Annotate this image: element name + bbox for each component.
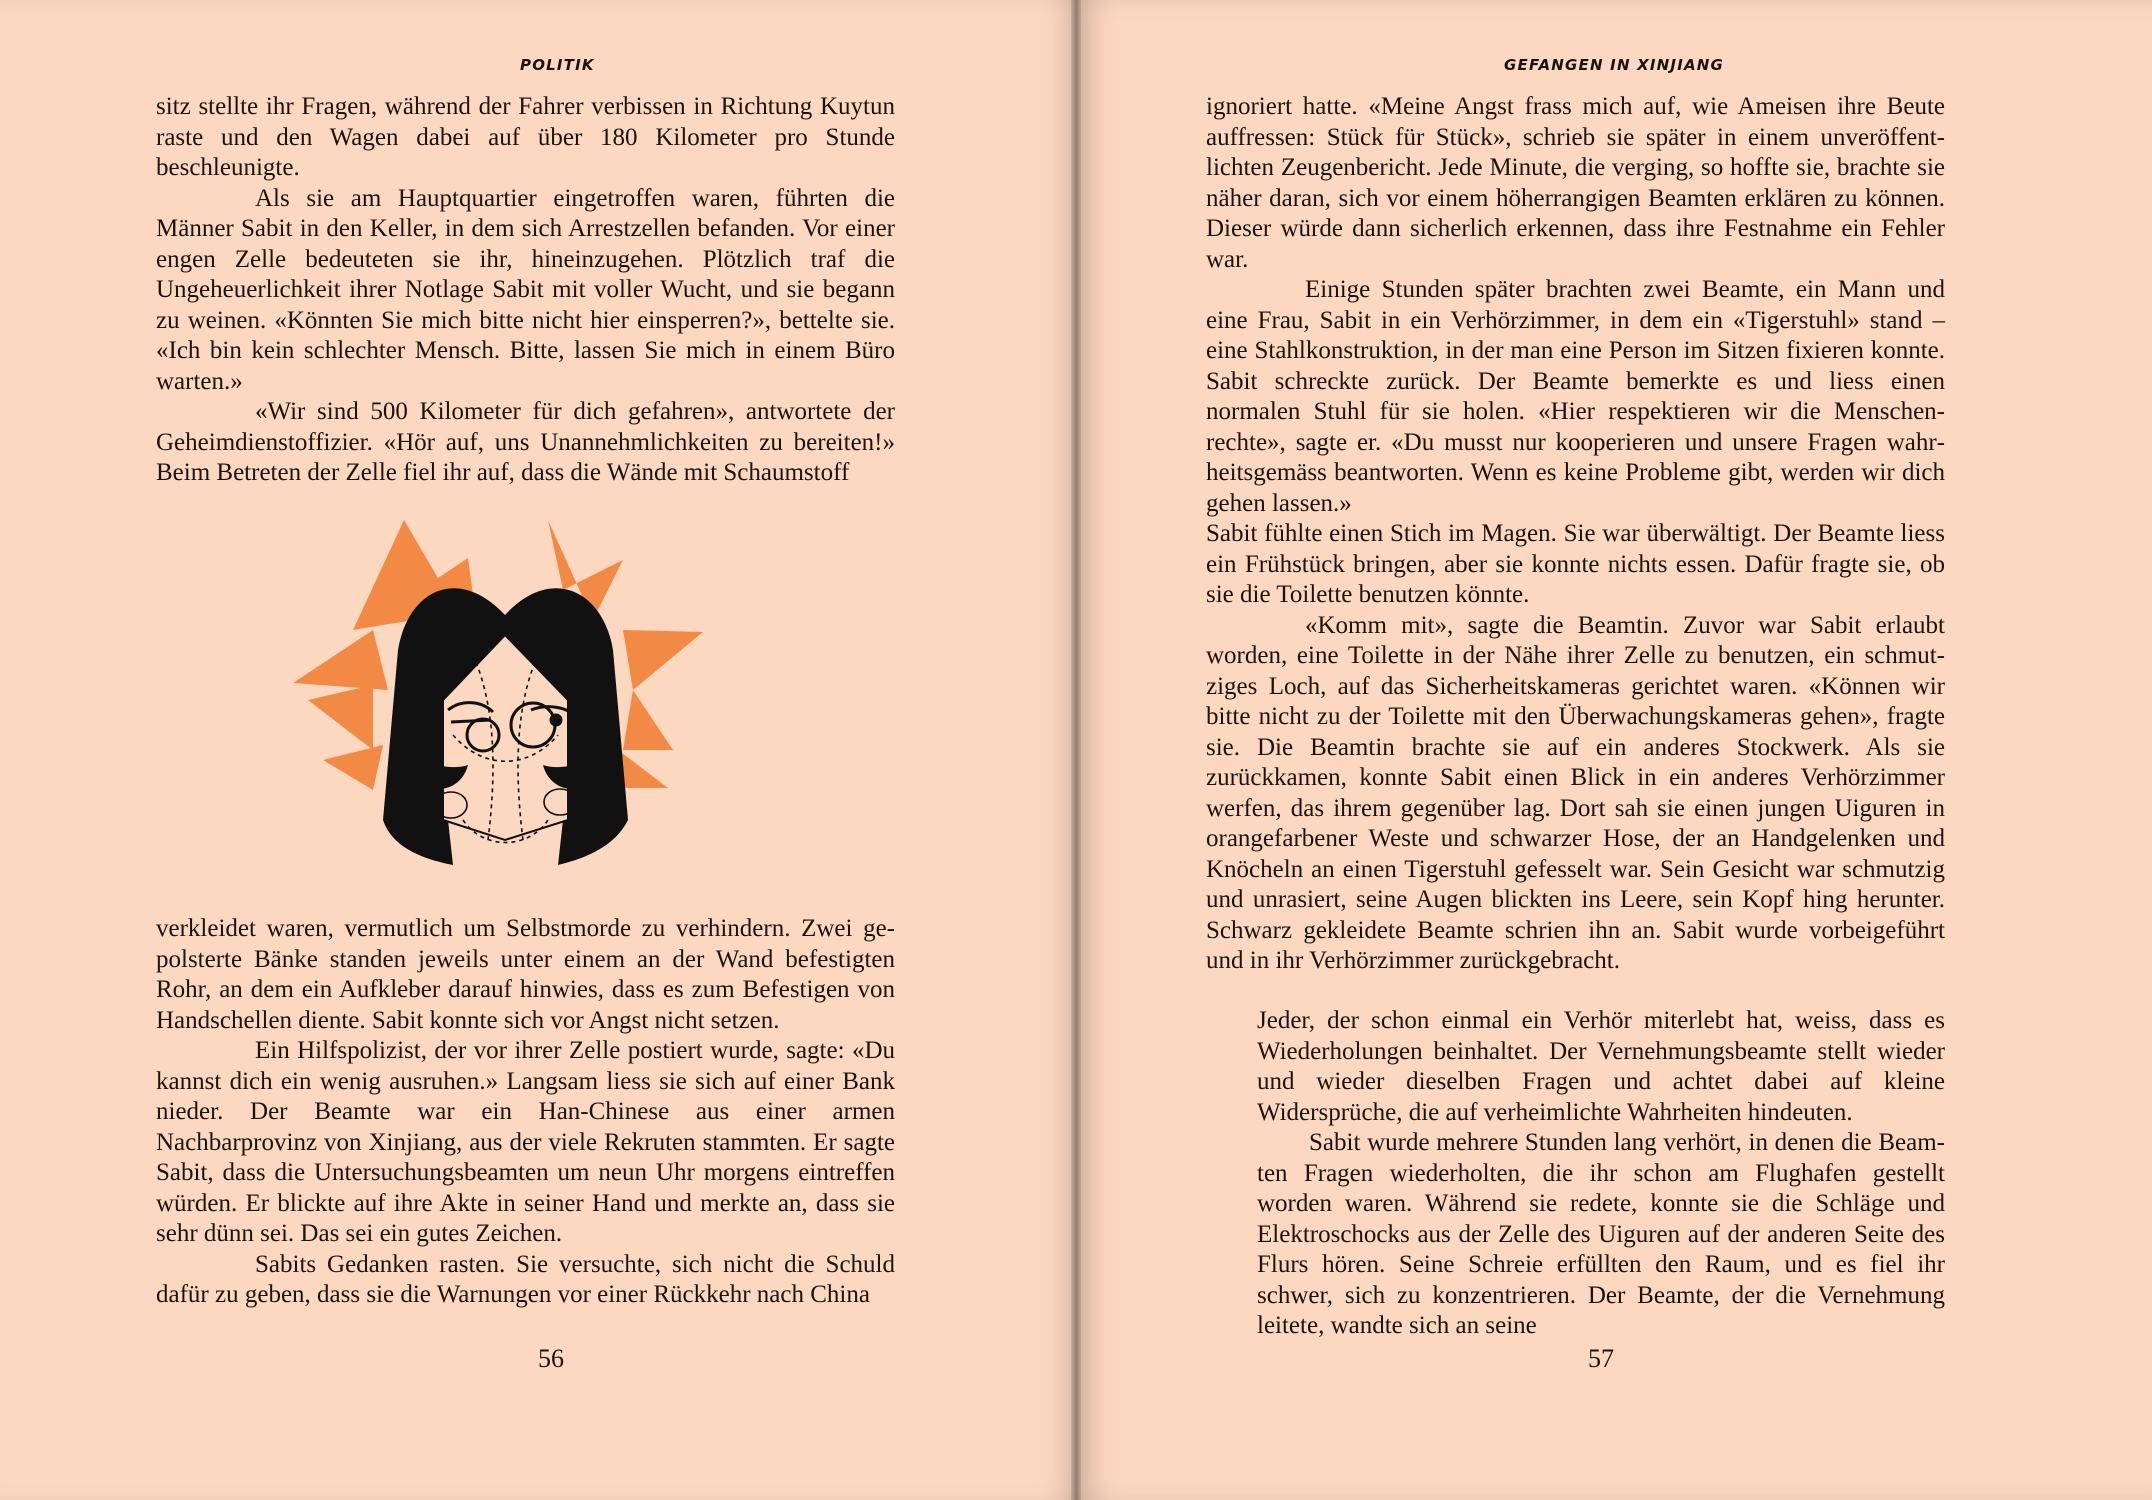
left-text-block-bottom bbox=[156, 914, 895, 1311]
running-header-right: GEFANGEN IN XINJIANG bbox=[1504, 56, 1725, 74]
paragraph: verkleidet waren, vermutlich um Selbstmorde zu verhindern. Zwei gepolsterte Bänke standen jeweils unter einem an der Wand befestigten Rohr, an dem ein Aufkleber darauf hinwies, dass es zum Befestigen von Handschellen diente. Sabit konnte sich vor Angst nicht setzen. bbox=[156, 915, 895, 1034]
paragraph: Jeder, der schon einmal ein Verhör miterlebt hat, weiss, dass es Wiederholungen beinhaltet. Der Vernehmungsbeamte stellt wieder und wieder dieselben Fragen und achtet dabei auf kleine Widersprüche, die auf verheimlichte Wahrheiten hindeuten. bbox=[1257, 1007, 1945, 1126]
page-number-left: 56 bbox=[538, 1344, 564, 1373]
paragraph: ignoriert hatte. «Meine Angst frass mich auf, wie Ameisen ihre Beute auffressen: Stück für Stück», schrieb sie später in einem unveröffentlichten Zeugenbericht. Jede Minute, die verging, so hoffte sie, brachte sie näher daran, sich vor einem höherrangigen Beamten erklären zu können. Dieser würde dann sicherlich erkennen, dass ihre Festnahme ein Fehler war. bbox=[1206, 93, 1945, 273]
book-gutter bbox=[1071, 0, 1081, 1500]
right-text-block-top bbox=[1206, 92, 1945, 977]
page-number-right: 57 bbox=[1588, 1344, 1614, 1373]
paragraph: «Komm mit», sagte die Beamtin. Zuvor war Sabit erlaubt worden, eine Toilette in der Nähe ihrer Zelle zu benutzen, ein schmutziges Loch, auf das Sicherheitskameras gerichtet waren. «Können wir bitte nicht zu der Toilette mit den Überwachungskameras gehen», fragte sie. Die Beamtin brachte sie auf ein anderes Stockwerk. Als sie zurückkamen, konnte Sabit einen Blick in ein anderes Verhörzimmer werfen, das ihrem gegenüber lag. Dort sah sie einen jungen Uiguren in orangefarbener Weste und schwarzer Hose, der an Handgelenken und Knöcheln an einen Tigerstuhl gefesselt war. Sein Gesicht war schmutzig und unrasiert, seine Augen blickten ins Leere, sein Kopf hing herunter. Schwarz gekleidete Beamte schrien ihn an. Sabit wurde vorbeigeführt und in ihr Verhörzimmer zurückgebracht. bbox=[1206, 611, 1945, 974]
paragraph: Als sie am Hauptquartier eingetroffen waren, führten die Männer Sabit in den Keller, in dem sich Arrestzellen befanden. Vor einer engen Zelle bedeuteten sie ihr, hineinzugehen. Plötzlich traf die Ungeheuerlichkeit ihrer Notlage Sabit mit voller Wucht, und sie begann zu weinen. «Könnten Sie mich bitte nicht hier einsperren?», bettelte sie. «Ich bin kein schlechter Mensch. Bitte, lassen Sie mich in einem Büro warten.» bbox=[156, 184, 895, 395]
paragraph: Ein Hilfspolizist, der vor ihrer Zelle postiert wurde, sagte: «Du kannst dich ein wenig ausruhen.» Langsam liess sie sich auf einer Bank nieder. Der Beamte war ein Han-Chinese aus einer armen Nachbarprovinz von Xinjiang, aus der viele Rekruten stammten. Er sagte Sabit, dass die Untersuchungsbeamten um neun Uhr morgens eintreffen würden. Er blickte auf ihre Akte in seiner Hand und merkte an, dass sie sehr dünn sei. Das sei ein gutes Zeichen. bbox=[156, 1037, 895, 1247]
paragraph: Sabit wurde mehrere Stunden lang verhört, in denen die Beamten Fragen wiederholten, die ihr schon am Flughafen gestellt worden waren. Während sie redete, konnte sie die Schläge und Elektroschocks aus der Zelle des Uiguren auf der anderen Seite des Flurs hören. Seine Schreie erfüllten den Raum, und es fiel ihr schwer, sich zu konzentrieren. Der Beamte, der die Vernehmung leitete, wandte sich an seine bbox=[1257, 1129, 1945, 1339]
paragraph: Sabit fühlte einen Stich im Magen. Sie war überwältigt. Der Beamte liess ein Frühstück bringen, aber sie konnte nichts essen. Dafür fragte sie, ob sie die Toilette benutzen könnte. bbox=[1206, 520, 1945, 608]
paragraph: Einige Stunden später brachten zwei Beamte, ein Mann und eine Frau, Sabit in ein Verhörzimmer, in dem ein «Tigerstuhl» stand – eine Stahlkonstruktion, in der man eine Person im Sitzen fixieren konnte. Sabit schreckte zurück. Der Beamte bemerkte es und liess einen normalen Stuhl für sie holen. «Hier respektieren wir die Menschenrechte», sagte er. «Du musst nur kooperieren und unsere Fragen wahrheitsgemäss beantworten. Wenn es keine Probleme gibt, werden wir dich gehen lassen.» bbox=[1206, 276, 1945, 517]
paragraph: «Wir sind 500 Kilometer für dich gefahren», antwortete der Geheimdienstoffizier. «Hör auf, uns Unannehmlichkeiten zu bereiten!» Beim Betreten der Zelle fiel ihr auf, dass die Wände mit Schaumstoff bbox=[156, 398, 895, 486]
right-page bbox=[1076, 0, 2152, 1500]
running-header-left: POLITIK bbox=[520, 56, 595, 74]
paragraph: Sabits Gedanken rasten. Sie versuchte, sich nicht die Schuld dafür zu geben, dass sie die Warnungen vor einer Rückkehr nach China bbox=[156, 1250, 895, 1308]
illustration-two-faced-head bbox=[293, 520, 717, 870]
left-text-block-top bbox=[156, 92, 895, 489]
right-text-block-bottom bbox=[1257, 1006, 1945, 1342]
paragraph: sitz stellte ihr Fragen, während der Fahrer verbissen in Richtung Kuytun raste und den Wagen dabei auf über 180 Kilometer pro Stunde beschleunigte. bbox=[156, 93, 895, 181]
